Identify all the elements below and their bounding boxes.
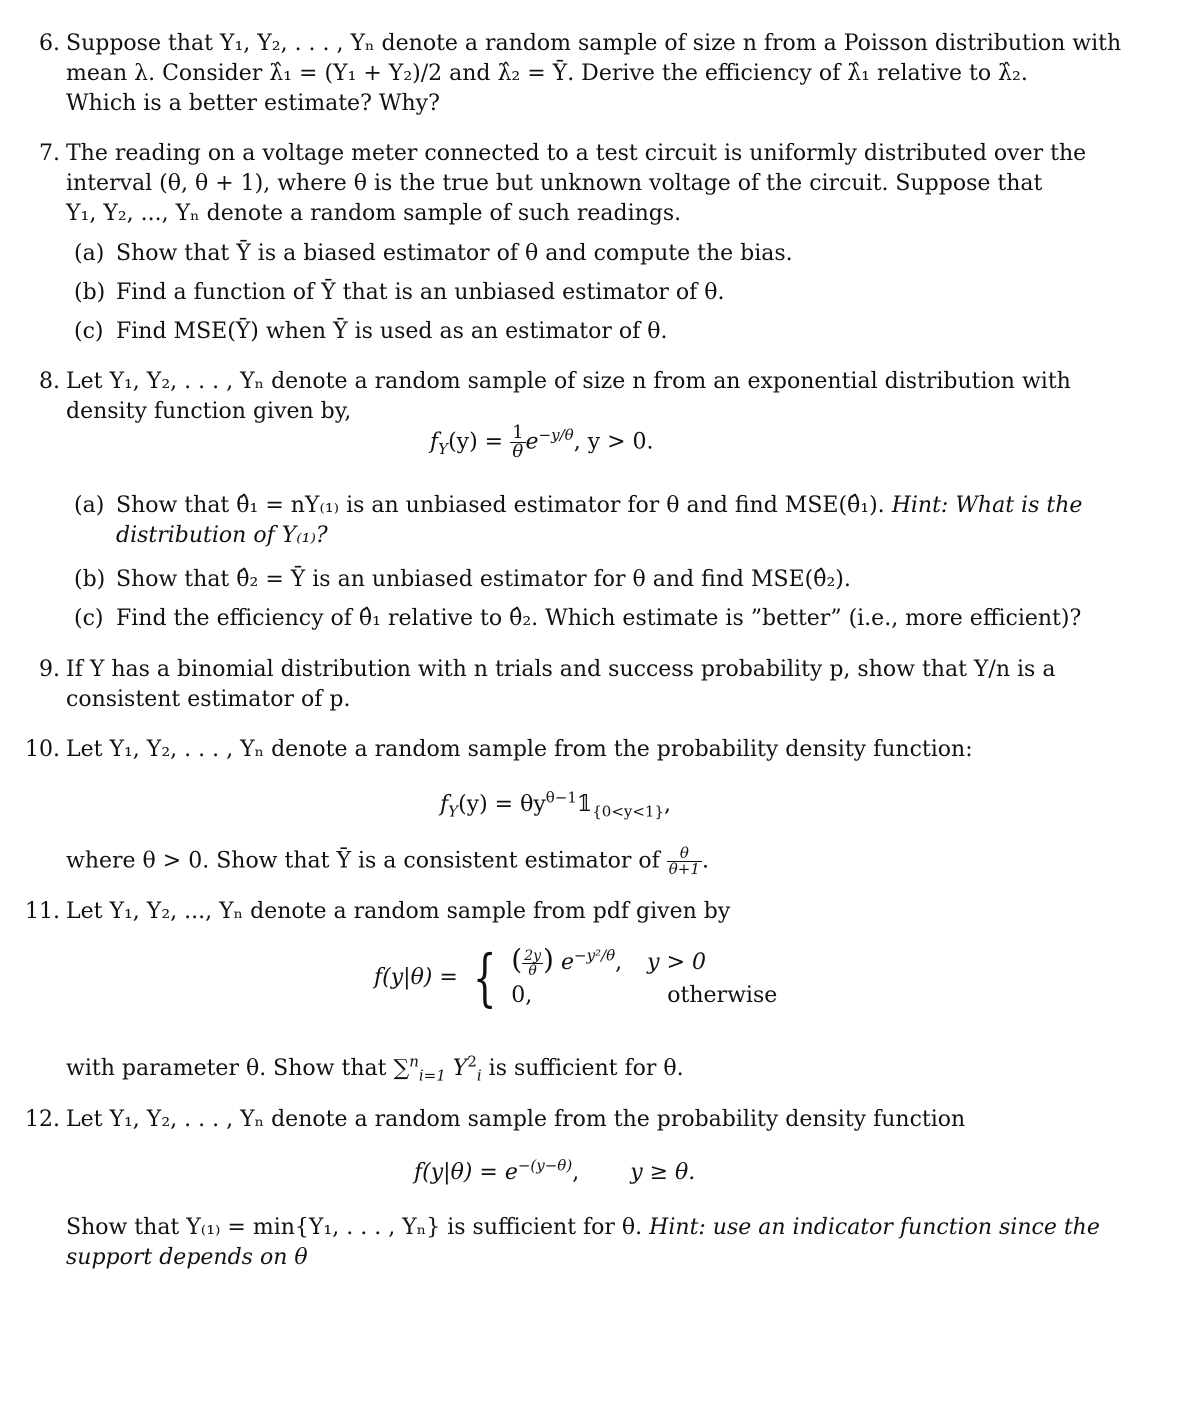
problem-12-line2: Show that Y₍₁₎ = min{Y₁, . . . , Yₙ} is sufficient for θ. Hint: use an indicator function since the support depends on θ — [66, 1213, 1066, 1273]
problem-7 — [39, 139, 1087, 347]
subpart-text: Show that θ̂₁ = nY₍₁₎ is an unbiased estimator for θ and find MSE(θ̂₁). — [116, 493, 885, 518]
problem-number: 6. — [39, 31, 60, 56]
problem-text-line: The reading on a voltage meter connected to a test circuit is uniformly distributed over the — [66, 141, 1087, 166]
subpart-c — [66, 604, 1082, 634]
subpart-c — [66, 317, 1066, 347]
problem-text-line: Y₁, Y₂, ..., Yₙ denote a random sample of such readings. — [66, 201, 682, 226]
problem-number: 12. — [25, 1107, 60, 1132]
problem-number: 11. — [25, 899, 60, 924]
problem-8-subparts — [66, 491, 1083, 634]
fraction: $\frac{2y}{\theta}$ — [524, 947, 542, 979]
hint-text: Hint: What is the — [891, 493, 1083, 518]
pdf-formula: $f_Y(y)$ = $\theta y^{\theta-1}𝟙_{\{0<y<1\}}$, — [440, 788, 672, 821]
hint-text: Hint: use an indicator function since the — [649, 1215, 1100, 1240]
problem-11 — [25, 897, 1066, 927]
hint-text-line: distribution of Y₍₁₎? — [116, 523, 328, 548]
subpart-label: (a) — [74, 241, 105, 266]
subpart-label: (b) — [74, 567, 106, 592]
problem-number: 8. — [39, 369, 60, 394]
shifted-exponential-formula: $f(y|\theta) = e^{-(y-\theta)}$, y ≥ θ. — [414, 1156, 696, 1185]
problem-9 — [39, 655, 1066, 715]
problem-6 — [39, 29, 1122, 119]
subpart-text: Find a function of Ȳ that is an unbiased estimator of θ. — [116, 280, 725, 305]
problem-10-line2: where θ > 0. Show that Ȳ is a consistent estimator of $\frac{\theta}{\theta+1}$ . — [66, 844, 709, 878]
problem-text: where θ > 0. Show that Ȳ is a consistent estimator of — [66, 848, 660, 874]
problem-12 — [25, 1105, 1066, 1135]
fraction: $\frac{1}{\theta}$ — [512, 422, 524, 462]
problem-text-line: If Y has a binomial distribution with n trials and success probability p, show that Y/n is a — [66, 657, 1056, 682]
subpart-label: (b) — [74, 280, 106, 305]
subpart-a — [66, 239, 1066, 269]
problem-number: 10. — [25, 737, 60, 762]
fraction: $\frac{\theta}{\theta+1}$ — [668, 844, 700, 878]
problem-text-line: Let Y₁, Y₂, . . . , Yₙ denote a random sample from the probability density function: — [66, 737, 973, 762]
problem-text-line: Let Y₁, Y₂, . . . , Yₙ denote a random sample of size n from an exponential distribution with — [66, 369, 1071, 394]
subpart-text: Find the efficiency of θ̂₁ relative to θ̂₂. Which estimate is ”better” (i.e., more efficient)? — [116, 606, 1082, 631]
piecewise-formula: f(y|θ) = { ( $\frac{2y}{\theta}$ ) $e^{-y^2/\theta}$, y > 0 0, otherwise — [374, 941, 778, 1014]
subpart-label: (a) — [74, 493, 105, 518]
problem-text-line: Suppose that Y₁, Y₂, . . . , Yₙ denote a random sample of size n from a Poisson distribution with — [66, 31, 1122, 56]
problem-text-line: density function given by, — [66, 399, 352, 424]
subpart-b — [66, 565, 1066, 595]
subpart-label: (c) — [74, 319, 104, 344]
problem-10 — [25, 735, 1066, 765]
subpart-text: Show that Ȳ is a biased estimator of θ and compute the bias. — [116, 241, 793, 266]
problem-number: 7. — [39, 141, 60, 166]
subpart-text: Find MSE(Ȳ) when Ȳ is used as an estimator of θ. — [116, 319, 668, 344]
problem-11-line2: with parameter θ. Show that ∑$^n_{i=1}$ $Y^2_i$ is sufficient for θ. — [66, 1052, 684, 1085]
subpart-a — [66, 491, 1083, 521]
problem-text-line: interval (θ, θ + 1), where θ is the true but unknown voltage of the circuit. Suppose that — [66, 171, 1043, 196]
problem-text-line: mean λ. Consider λ̂₁ = (Y₁ + Y₂)/2 and λ̂₂ = Ȳ. Derive the efficiency of λ̂₁ relative to λ̂₂. — [66, 61, 1028, 86]
subpart-label: (c) — [74, 606, 104, 631]
problem-text-line: Let Y₁, Y₂, . . . , Yₙ denote a random sample from the probability density function — [66, 1107, 966, 1132]
hint-text-line: support depends on θ — [66, 1245, 308, 1270]
subpart-text: Show that θ̂₂ = Ȳ is an unbiased estimator for θ and find MSE(θ̂₂). — [116, 567, 851, 592]
problem-number: 9. — [39, 657, 60, 682]
subpart-b — [66, 278, 1066, 308]
cases: ( $\frac{2y}{\theta}$ ) $e^{-y^2/\theta}$, y > 0 0, otherwise — [511, 943, 778, 1008]
problem-text-line: consistent estimator of p. — [66, 687, 351, 712]
problem-text-line: Let Y₁, Y₂, ..., Yₙ denote a random sample from pdf given by — [66, 899, 731, 924]
problem-8 — [39, 367, 1071, 427]
density-formula: $f_Y(y)$ = $\frac{1}{\theta}$ $e^{-y/\theta}$, y > 0. — [430, 422, 654, 462]
problem-text-line: Which is a better estimate? Why? — [66, 91, 440, 116]
left-brace: { — [472, 941, 497, 1014]
